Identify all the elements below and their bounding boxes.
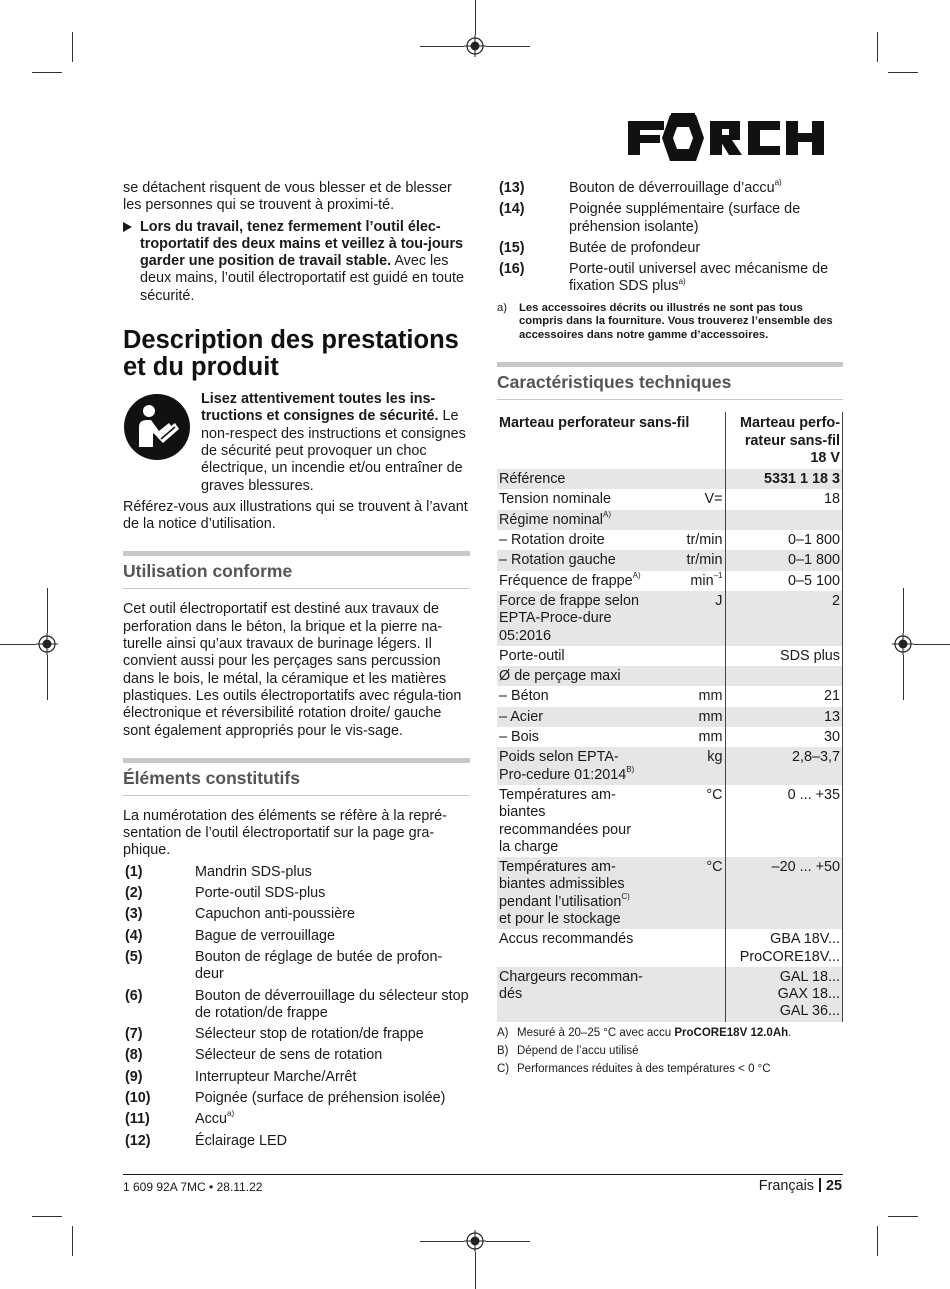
spec-label-text: Chargeurs recomman-dés — [499, 968, 643, 1003]
components-list — [123, 864, 470, 1150]
spec-unit — [647, 785, 725, 857]
registration-mark-icon — [464, 1230, 486, 1252]
component-number: (11) — [125, 1111, 150, 1128]
component-number: (14) — [499, 201, 525, 218]
crop-mark — [475, 1252, 476, 1289]
spec-label-text: Fréquence de frappe — [499, 572, 633, 589]
component-label — [195, 885, 470, 902]
component-text: Bague de verrouillage — [195, 927, 336, 944]
spec-unit-text: min — [690, 572, 714, 589]
spec-unit — [647, 530, 725, 550]
component-item — [123, 928, 470, 945]
crop-mark — [877, 1226, 878, 1256]
spec-value: 0 ... +35 — [725, 785, 843, 857]
spec-row — [497, 727, 843, 747]
spec-unit — [647, 591, 725, 646]
spec-label — [497, 707, 647, 727]
component-number: (13) — [499, 180, 525, 196]
spec-unit — [647, 666, 725, 686]
components-intro: La numérotation des éléments se réfère à la repré-sentation de l’outil électroportatif sur la page gra-phique. — [123, 807, 447, 859]
note-key: a) — [497, 301, 508, 314]
spec-row — [497, 707, 843, 727]
read-manual-icon — [123, 393, 191, 461]
spec-value: 0–5 100 — [725, 571, 843, 591]
component-item — [497, 201, 843, 236]
crop-mark — [47, 655, 48, 700]
footnote-ref: A) — [602, 509, 611, 519]
component-item — [497, 240, 843, 257]
component-item — [123, 1090, 470, 1107]
component-text: Porte-outil SDS-plus — [195, 885, 326, 902]
page-footer — [759, 1178, 842, 1194]
warn-text: Le non-respect des instructions et consignes de sécurité peut provoquer un choc électrique, un incendie et/ou entraîner de graves blessures. — [201, 408, 466, 494]
safety-bullet — [123, 219, 470, 305]
spec-note-bold: ProCORE18V 12.0Ah — [674, 1026, 789, 1039]
crop-mark — [32, 72, 62, 73]
component-number: (7) — [125, 1026, 143, 1043]
crop-mark — [877, 32, 878, 62]
note-text: Les accessoires décrits ou illustrés ne sont pas tous compris dans la fourniture. Vous trouverez l’ensemble des accessoires dans notre gamme d’accessoires. — [519, 301, 833, 341]
component-text: Capuchon anti-poussière — [195, 906, 355, 923]
spec-row — [497, 666, 843, 686]
read-instructions-block — [123, 391, 470, 495]
spec-label-text: Poids selon EPTA-Pro-cedure 01:2014 — [499, 749, 627, 783]
spec-label — [497, 929, 647, 967]
component-text: Porte-outil universel avec mécanisme de fixation SDS plus — [569, 261, 829, 295]
spec-label — [497, 727, 647, 747]
spec-label-text: – Rotation droite — [499, 532, 605, 549]
accessories-note — [497, 302, 843, 343]
component-item — [123, 1069, 470, 1086]
component-number: (2) — [125, 885, 143, 902]
spec-value: 13 — [725, 707, 843, 727]
spec-row — [497, 929, 843, 967]
spec-unit — [647, 646, 725, 666]
spec-value: 30 — [725, 727, 843, 747]
component-label — [569, 261, 843, 296]
spec-label — [497, 530, 647, 550]
crop-mark — [486, 1241, 530, 1242]
component-label — [195, 1026, 470, 1043]
spec-label — [497, 967, 647, 1022]
spec-row — [497, 510, 843, 530]
component-number: (12) — [125, 1132, 151, 1149]
spec-unit — [647, 550, 725, 570]
spec-label — [497, 591, 647, 646]
spec-unit — [647, 727, 725, 747]
spec-value: GAL 18... GAX 18... GAL 36... — [725, 967, 843, 1022]
component-label — [195, 1133, 470, 1150]
spec-label — [497, 666, 647, 686]
component-number: (8) — [125, 1047, 143, 1064]
crop-mark — [903, 655, 904, 700]
component-number: (16) — [499, 261, 525, 278]
component-label — [195, 988, 470, 1023]
spec-label-text: – Béton — [499, 688, 549, 705]
spec-unit — [647, 747, 725, 785]
spec-row — [497, 571, 843, 591]
component-item — [497, 261, 843, 296]
spec-unit-text: mm — [698, 729, 723, 746]
spec-value — [725, 510, 843, 530]
spec-header-right: Marteau perfo-rateur sans-fil 18 V — [725, 413, 843, 469]
left-column — [123, 180, 470, 1154]
crop-mark — [47, 588, 48, 633]
page-number: 25 — [825, 1178, 842, 1194]
spec-note-tail: . — [788, 1026, 792, 1039]
component-item — [497, 180, 843, 197]
spec-value: 0–1 800 — [725, 550, 843, 570]
spec-row — [497, 489, 843, 509]
component-label — [195, 864, 470, 881]
spec-value: GBA 18V... ProCORE18V... — [725, 929, 843, 967]
component-number: (4) — [125, 927, 143, 944]
crop-mark — [475, 0, 476, 35]
crop-mark — [914, 644, 950, 645]
component-text: Mandrin SDS-plus — [195, 863, 312, 880]
bullet-triangle-icon — [123, 222, 132, 232]
component-text: Bouton de déverrouillage d’accu — [569, 180, 775, 196]
component-text: Sélecteur de sens de rotation — [195, 1047, 383, 1064]
spec-unit-text: tr/min — [686, 552, 723, 569]
footnote-ref: a) — [774, 178, 782, 188]
footer-rule — [123, 1174, 843, 1175]
component-number: (3) — [125, 906, 143, 923]
spec-row — [497, 550, 843, 570]
spec-unit — [647, 489, 725, 509]
spec-unit-text: mm — [698, 708, 723, 725]
component-item — [123, 1047, 470, 1064]
component-text: Éclairage LED — [195, 1132, 287, 1149]
spec-row — [497, 530, 843, 550]
intro-text: se détachent risquent de vous blesser et de blesser les personnes qui se trouvent à proximi-té. — [123, 180, 452, 214]
footnote-ref: C) — [621, 891, 630, 901]
spec-header-row — [497, 413, 843, 469]
component-number: (6) — [125, 987, 143, 1004]
spec-label-text: Régime nominal — [499, 511, 603, 528]
spec-label — [497, 686, 647, 706]
safety-bullet-text: Avec les deux mains, l’outil électroportatif est guidé en toute sécurité. — [140, 253, 464, 304]
spec-note-key: A) — [497, 1026, 509, 1039]
spec-label-text: Accus recommandés — [499, 931, 634, 948]
component-text: Accu — [195, 1111, 227, 1128]
spec-unit — [647, 571, 725, 591]
doc-code: 1 609 92A 7MC • 28.11.22 — [123, 1180, 263, 1194]
spec-label — [497, 857, 647, 929]
spec-label-text: – Acier — [499, 708, 543, 725]
spec-note-text — [517, 1044, 638, 1059]
crop-mark — [486, 46, 530, 47]
component-number: (5) — [125, 948, 143, 965]
spec-label — [497, 550, 647, 570]
component-label — [195, 1047, 470, 1064]
spec-label-text: Force de frappe selon EPTA-Proce-dure 05:2016 — [499, 592, 639, 644]
component-item — [123, 949, 470, 984]
spec-label-text: – Bois — [499, 729, 539, 746]
spec-row — [497, 747, 843, 785]
spec-row — [497, 469, 843, 489]
component-item — [123, 1026, 470, 1043]
refer-text: Référez-vous aux illustrations qui se trouvent à l’avant de la notice d’utilisation. — [123, 498, 468, 533]
spec-unit — [647, 686, 725, 706]
component-item — [123, 864, 470, 881]
spec-label-tail: et pour le stockage — [499, 911, 621, 927]
crop-mark — [888, 72, 918, 73]
component-number: (1) — [125, 863, 143, 880]
component-item — [123, 1133, 470, 1150]
spec-value — [725, 666, 843, 686]
right-column — [497, 180, 843, 1080]
spec-note-body: Mesuré à 20–25 °C avec accu — [517, 1026, 675, 1039]
spec-unit-text: V= — [704, 491, 723, 508]
warn-bold: Lisez attentivement toutes les ins-tructions et consignes de sécurité. — [201, 391, 439, 425]
spec-row — [497, 785, 843, 857]
spec-unit — [647, 967, 725, 1022]
registration-mark-icon — [464, 35, 486, 57]
footnote-ref: a) — [227, 1109, 235, 1119]
section-title-components: Éléments constitutifs — [123, 758, 470, 796]
section-heading: Description des prestations et du produit — [123, 326, 459, 382]
spec-label — [497, 489, 647, 509]
spec-row — [497, 686, 843, 706]
intended-use-text: Cet outil électroportatif est destiné aux travaux de perforation dans le béton, la brique et la pierre na-turelle ainsi qu’aux travaux de burinage légers. Il convient aussi pour les perçages sans percussion dans le bois, le métal, la céramique et les matières plastiques. Les outils électroportatifs avec régula-tion électronique et réversibilité rotation droite/ gauche sont également appropriés pour le vis-sage. — [123, 601, 462, 739]
component-label — [569, 180, 843, 197]
spec-table — [497, 412, 843, 1022]
spec-value: 5331 1 18 3 — [725, 469, 843, 489]
spec-label — [497, 646, 647, 666]
crop-mark — [72, 32, 73, 62]
spec-value: 0–1 800 — [725, 530, 843, 550]
component-label — [195, 949, 470, 984]
registration-mark-icon — [892, 633, 914, 655]
spec-note-key: C) — [497, 1062, 510, 1075]
spec-label-text: Températures am-biantes admissibles pendant l’utilisation — [499, 859, 625, 910]
footnote-ref: A) — [632, 570, 641, 580]
component-label — [195, 928, 470, 945]
spec-unit — [647, 707, 725, 727]
spec-row — [497, 967, 843, 1022]
logo-text: FÖRCH — [628, 113, 632, 114]
spec-label-text: Porte-outil — [499, 647, 565, 664]
component-label — [195, 1069, 470, 1086]
spec-note-body: Performances réduites à des températures < 0 °C — [517, 1062, 771, 1075]
spec-value: 2 — [725, 591, 843, 646]
component-label — [569, 201, 843, 236]
spec-label-text: Tension nominale — [499, 491, 611, 508]
spec-value: SDS plus — [725, 646, 843, 666]
component-label — [195, 1111, 470, 1128]
spec-label — [497, 469, 647, 489]
crop-mark — [32, 1216, 62, 1217]
section-title-specs: Caractéristiques techniques — [497, 362, 843, 400]
spec-label — [497, 510, 647, 530]
spec-unit-text: mm — [698, 688, 723, 705]
component-text: Sélecteur stop de rotation/de frappe — [195, 1026, 424, 1043]
section-title-intended-use: Utilisation conforme — [123, 551, 470, 589]
spec-unit-text: tr/min — [686, 532, 723, 549]
spec-note — [497, 1062, 843, 1077]
component-number: (10) — [125, 1089, 151, 1106]
spec-label — [497, 747, 647, 785]
crop-mark — [420, 46, 464, 47]
spec-label-text: Référence — [499, 471, 566, 488]
spec-unit — [647, 510, 725, 530]
component-label — [195, 1090, 470, 1107]
spec-note — [497, 1026, 843, 1041]
component-label — [569, 240, 843, 257]
spec-row — [497, 646, 843, 666]
registration-mark-icon — [36, 633, 58, 655]
spec-note — [497, 1044, 843, 1059]
spec-unit-text: °C — [706, 859, 723, 876]
component-text: Butée de profondeur — [569, 239, 701, 256]
component-item — [123, 988, 470, 1023]
component-text: Poignée supplémentaire (surface de préhension isolante) — [569, 201, 801, 235]
component-text: Bouton de réglage de butée de profon-deur — [195, 948, 443, 983]
spec-unit — [647, 857, 725, 929]
component-item — [123, 885, 470, 902]
forch-logo — [628, 113, 842, 163]
spec-note-body: Dépend de l’accu utilisé — [517, 1044, 639, 1057]
spec-header-left: Marteau perforateur sans-fil — [497, 413, 725, 469]
spec-unit-text: °C — [706, 786, 723, 803]
unit-exponent: –1 — [713, 570, 723, 580]
crop-mark — [420, 1241, 464, 1242]
spec-row — [497, 857, 843, 929]
component-label — [195, 906, 470, 923]
component-text: Bouton de déverrouillage du sélecteur stop de rotation/de frappe — [195, 987, 469, 1021]
crop-mark — [72, 1226, 73, 1256]
component-text: Poignée (surface de préhension isolée) — [195, 1089, 446, 1106]
spec-row — [497, 591, 843, 646]
footnote-ref: B) — [626, 764, 635, 774]
component-number: (9) — [125, 1068, 143, 1085]
spec-label-text: – Rotation gauche — [499, 552, 616, 569]
spec-value: 18 — [725, 489, 843, 509]
spec-value: 2,8–3,7 — [725, 747, 843, 785]
spec-note-key: B) — [497, 1044, 509, 1057]
component-item — [123, 1111, 470, 1128]
spec-unit — [647, 469, 725, 489]
crop-mark — [0, 644, 36, 645]
crop-mark — [888, 1216, 918, 1217]
spec-unit-text: J — [715, 592, 723, 609]
component-text: Interrupteur Marche/Arrêt — [195, 1068, 357, 1085]
safety-bullet-bold: Lors du travail, tenez fermement l’outil élec-troportatif des deux mains et veillez à tou-jours garder une position de travail stable. — [140, 218, 464, 270]
spec-label-text: Températures am-biantes recommandées pour la charge — [499, 786, 631, 855]
spec-label-text: Ø de perçage maxi — [499, 668, 621, 685]
crop-mark — [903, 588, 904, 633]
spec-unit-text: kg — [707, 749, 723, 766]
footer-language: Français — [758, 1178, 814, 1194]
spec-unit — [647, 929, 725, 967]
spec-label — [497, 571, 647, 591]
footnote-ref: a) — [678, 276, 686, 286]
spec-value: 21 — [725, 686, 843, 706]
spec-value: –20 ... +50 — [725, 857, 843, 929]
components-list-continued — [497, 180, 843, 296]
spec-note-text — [517, 1026, 791, 1041]
spec-label — [497, 785, 647, 857]
component-item — [123, 906, 470, 923]
component-number: (15) — [499, 239, 525, 256]
footer-separator — [819, 1178, 821, 1192]
spec-notes — [497, 1026, 843, 1077]
spec-note-text — [517, 1062, 771, 1077]
